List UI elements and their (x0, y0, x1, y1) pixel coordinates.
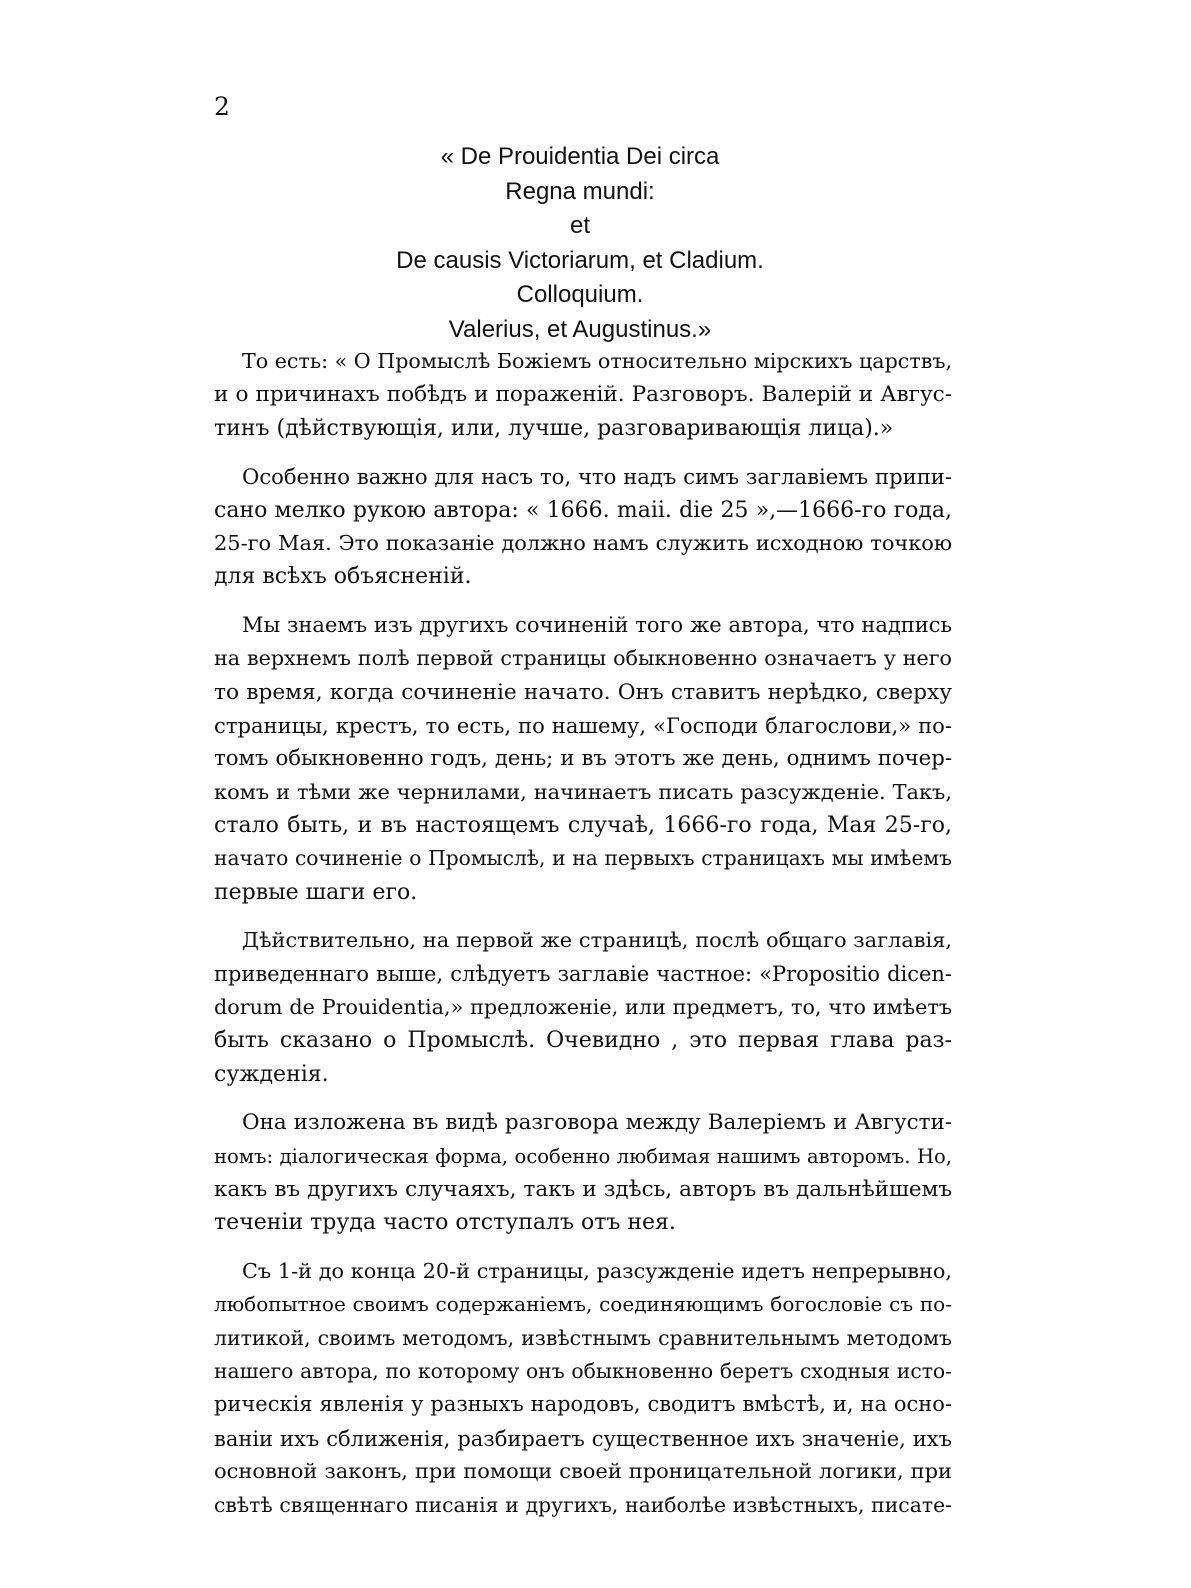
text-line: страницы, крестъ, то есть, по нашему, «Господи благослови,» по- (214, 712, 952, 738)
text-line: нашего автора, по которому онъ обыкновенно беретъ сходныя исто- (214, 1358, 952, 1383)
text-line: номъ: діалогическая форма, особенно любимая нашимъ авторомъ. Но, (214, 1144, 952, 1168)
text-line: сано мелко рукою автора: « 1666. maii. die 25 »,—1666-го года, (214, 497, 952, 523)
text-line: быть сказано о Промыслѣ. Очевидно , это первая глава раз- (214, 1028, 952, 1054)
latin-title-block (380, 140, 780, 347)
text-line: Особенно важно для насъ то, что надъ симъ заглавіемъ припи- (242, 464, 952, 490)
text-line: томъ обыкновенно годъ, день; и въ этотъ же день, однимъ почер- (214, 746, 952, 772)
text-line: рическія явленія у разныхъ народовъ, сводитъ вмѣстѣ, и, на осно- (214, 1392, 952, 1417)
text-line: тинъ (дѣйствующія, или, лучше, разговаривающія лица).» (214, 415, 894, 441)
text-line: свѣтѣ священнаго писанія и другихъ, наиболѣе извѣстныхъ, писате- (214, 1492, 952, 1517)
text-line: любопытное своимъ содержаніемъ, соединяющимъ богословіе съ по- (214, 1292, 952, 1317)
text-line: Она изложена въ видѣ разговора между Валеріемъ и Августи- (242, 1110, 952, 1136)
paragraph-date-note (214, 460, 952, 594)
text-line: теченіи труда часто отступалъ отъ нея. (214, 1210, 676, 1236)
text-line: комъ и тѣми же чернилами, начинаетъ писать разсужденіе. Такъ, (214, 779, 952, 804)
text-line: для всѣхъ объясненій. (214, 564, 472, 590)
title-line: Colloquium. (516, 281, 644, 308)
title-line: Valerius, et Augustinus.» (448, 315, 712, 343)
text-line: литикой, своимъ методомъ, извѣстнымъ сравнительнымъ методомъ (214, 1325, 952, 1350)
paragraph-translation (214, 345, 952, 445)
text-line: на верхнемъ полѣ первой страницы обыкновенно означаетъ у него (214, 646, 952, 671)
page-number: 2 (214, 92, 230, 121)
text-line: какъ въ другихъ случаяхъ, такъ и здѣсь, авторъ въ дальнѣйшемъ (214, 1176, 952, 1202)
text-line: приведеннаго выше, слѣдуетъ заглавіе частное: «Propositio dicen- (214, 961, 952, 986)
text-line: стало быть, и въ настоящемъ случаѣ, 1666-го года, Мая 25-го, (214, 813, 952, 839)
text-line: ваніи ихъ сближенія, разбираетъ существенное ихъ значеніе, ихъ (214, 1425, 952, 1451)
text-line: Мы знаемъ изъ другихъ сочиненій того же автора, что надпись (242, 612, 952, 637)
text-line: начато сочиненіе о Промыслѣ, и на первыхъ страницахъ мы имѣемъ (214, 846, 952, 871)
text-line: То есть: « О Промыслѣ Божіемъ относительно мірскихъ царствъ, (242, 349, 952, 373)
text-line: то время, когда сочиненіе начато. Онъ ставитъ нерѣдко, сверху (214, 679, 952, 705)
title-line: et (569, 212, 590, 239)
title-line: « De Prouidentia Dei circa (440, 143, 720, 170)
text-line: Съ 1-й до конца 20-й страницы, разсужденіе идетъ непрерывно, (242, 1258, 952, 1283)
text-line: 25-го Мая. Это показаніе должно намъ служить исходною точкою (214, 530, 952, 555)
text-line: сужденія. (214, 1061, 329, 1087)
paragraph-dialogue-form (214, 1106, 952, 1240)
text-line: Дѣйствительно, на первой же страницѣ, послѣ общаго заглавія, (242, 928, 952, 953)
text-line: основной законъ, при помощи своей проницательной логики, при (214, 1459, 952, 1484)
text-line: первые шаги его. (214, 879, 418, 905)
text-line: и о причинахъ побѣдъ и пораженій. Разговоръ. Валерій и Авгус- (214, 382, 952, 408)
text-line: dorum de Prouidentia,» предложеніе, или предметъ, то, что имѣетъ (214, 995, 952, 1020)
body-text (214, 345, 952, 1537)
paragraph-author-habit (214, 609, 952, 910)
paragraph-first-page (214, 924, 952, 1091)
title-line: Regna mundi: (505, 177, 655, 205)
title-line: De causis Victoriarum, et Cladium. (396, 246, 764, 274)
paragraph-method (214, 1255, 952, 1522)
